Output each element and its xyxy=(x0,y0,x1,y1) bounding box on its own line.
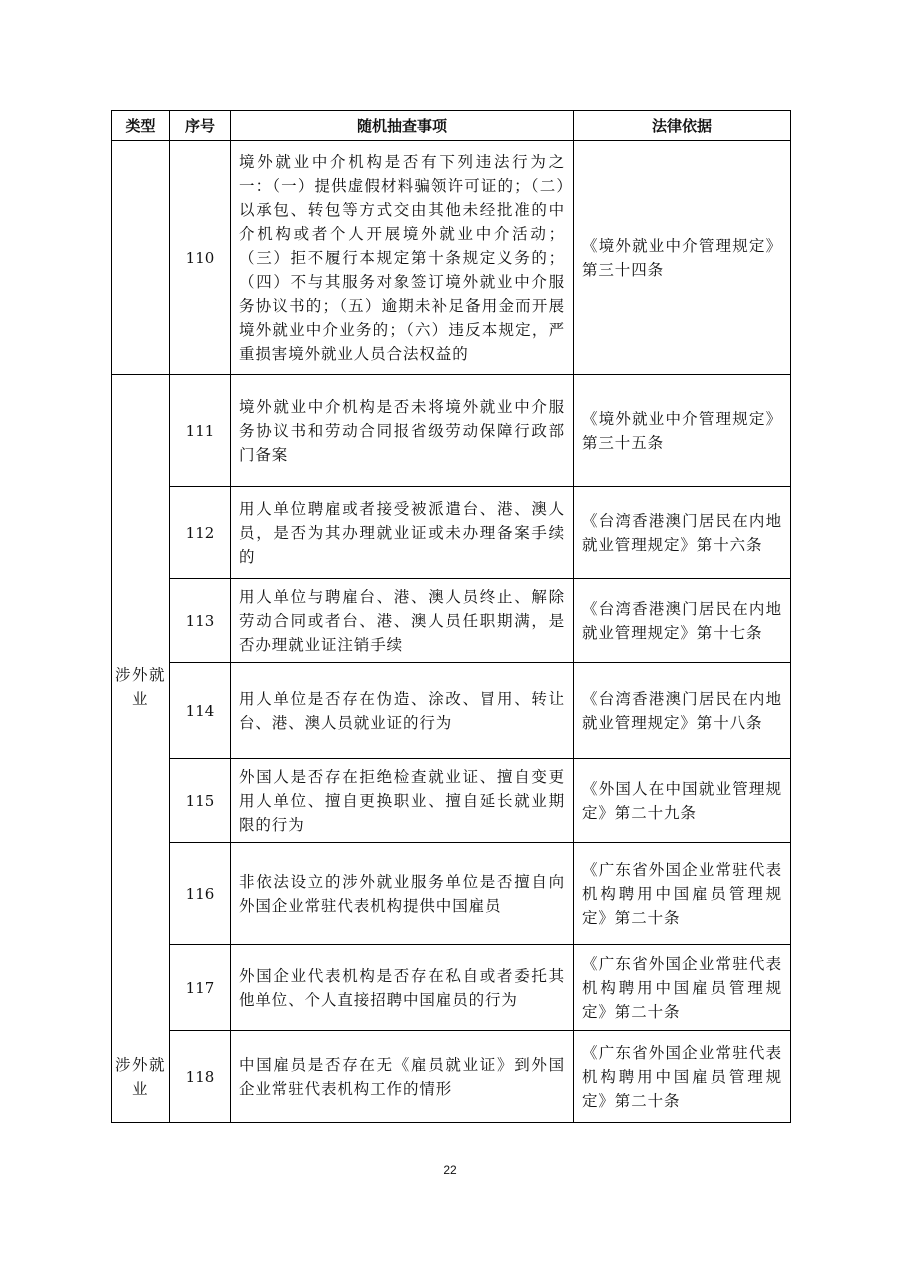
table-header-row xyxy=(112,111,791,141)
type-cell-empty xyxy=(112,141,170,375)
row-item: 境外就业中介机构是否有下列违法行为之一：（一）提供虚假材料骗领许可证的；（二）以承包、转包等方式交由其他未经批准的中介机构或者个人开展境外就业中介活动；（三）拒不履行本规定第十条规定义务的；（四）不与其服务对象签订境外就业中介服务协议书的；（五）逾期未补足备用金而开展境外就业中介业务的；（六）违反本规定，严重损害境外就业人员合法权益的 xyxy=(231,141,574,375)
row-basis: 《外国人在中国就业管理规定》第二十九条 xyxy=(574,759,791,843)
header-type: 类型 xyxy=(112,111,170,141)
row-item: 中国雇员是否存在无《雇员就业证》到外国企业常驻代表机构工作的情形 xyxy=(231,1031,574,1123)
header-no: 序号 xyxy=(170,111,231,141)
table-row xyxy=(112,759,791,843)
row-number: 116 xyxy=(170,843,231,945)
table-row xyxy=(112,141,791,375)
row-basis: 《广东省外国企业常驻代表机构聘用中国雇员管理规定》第二十条 xyxy=(574,945,791,1031)
table-row xyxy=(112,843,791,945)
header-basis: 法律依据 xyxy=(574,111,791,141)
row-item: 用人单位是否存在伪造、涂改、冒用、转让台、港、澳人员就业证的行为 xyxy=(231,663,574,759)
row-item: 外国人是否存在拒绝检查就业证、擅自变更用人单位、擅自更换职业、擅自延长就业期限的行为 xyxy=(231,759,574,843)
row-basis: 《广东省外国企业常驻代表机构聘用中国雇员管理规定》第二十条 xyxy=(574,1031,791,1123)
row-item: 外国企业代表机构是否存在私自或者委托其他单位、个人直接招聘中国雇员的行为 xyxy=(231,945,574,1031)
row-item: 用人单位与聘雇台、港、澳人员终止、解除劳动合同或者台、港、澳人员任职期满，是否办理就业证注销手续 xyxy=(231,579,574,663)
row-number: 118 xyxy=(170,1031,231,1123)
row-basis: 《台湾香港澳门居民在内地就业管理规定》第十七条 xyxy=(574,579,791,663)
table-row xyxy=(112,663,791,759)
row-basis: 《台湾香港澳门居民在内地就业管理规定》第十八条 xyxy=(574,663,791,759)
header-item: 随机抽查事项 xyxy=(231,111,574,141)
type-cell xyxy=(112,375,170,1123)
type-label-repeat: 涉外就业 xyxy=(114,1056,166,1098)
type-label: 涉外就业 xyxy=(114,666,166,708)
row-number: 117 xyxy=(170,945,231,1031)
page-number: 22 xyxy=(443,1163,457,1177)
row-number: 115 xyxy=(170,759,231,843)
row-item: 非依法设立的涉外就业服务单位是否擅自向外国企业常驻代表机构提供中国雇员 xyxy=(231,843,574,945)
row-number: 111 xyxy=(170,375,231,487)
row-basis: 《境外就业中介管理规定》第三十五条 xyxy=(574,375,791,487)
row-item: 用人单位聘雇或者接受被派遣台、港、澳人员，是否为其办理就业证或未办理备案手续的 xyxy=(231,487,574,579)
row-basis: 《台湾香港澳门居民在内地就业管理规定》第十六条 xyxy=(574,487,791,579)
table-row xyxy=(112,1031,791,1123)
inspection-items-table xyxy=(111,110,791,1123)
table-row xyxy=(112,375,791,487)
row-number: 113 xyxy=(170,579,231,663)
row-basis: 《境外就业中介管理规定》第三十四条 xyxy=(574,141,791,375)
row-basis: 《广东省外国企业常驻代表机构聘用中国雇员管理规定》第二十条 xyxy=(574,843,791,945)
row-item: 境外就业中介机构是否未将境外就业中介服务协议书和劳动合同报省级劳动保障行政部门备案 xyxy=(231,375,574,487)
table-row xyxy=(112,487,791,579)
row-number: 112 xyxy=(170,487,231,579)
row-number: 110 xyxy=(170,141,231,375)
table-row xyxy=(112,579,791,663)
table-row xyxy=(112,945,791,1031)
row-number: 114 xyxy=(170,663,231,759)
